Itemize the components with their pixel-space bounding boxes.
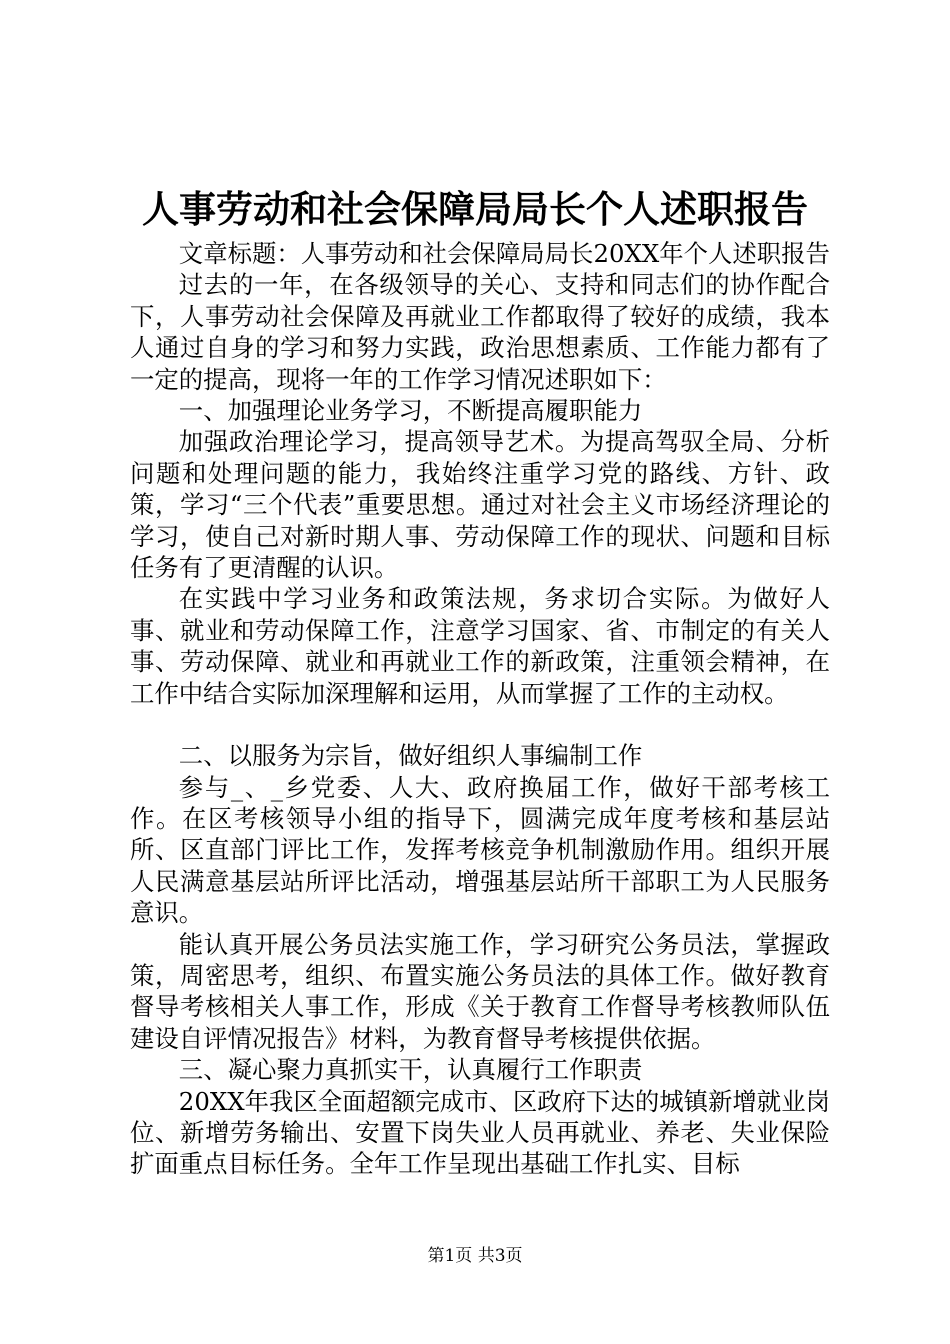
paragraph: 能认真开展公务员法实施工作，学习研究公务员法，掌握政策，周密思考，组织、布置实施公务员法的具体工作。做好教育督导考核相关人事工作，形成《关于教育工作督导考核教师队伍建设自评情况报告》材料，为教育督导考核提供依据。 xyxy=(130,929,830,1053)
paragraph: 参与_、_乡党委、人大、政府换届工作，做好干部考核工作。在区考核领导小组的指导下，圆满完成年度考核和基层站所、区直部门评比工作，发挥考核竞争机制激励作用。组织开展人民满意基层站所评比活动，增强基层站所干部职工为人民服务意识。 xyxy=(130,772,830,928)
section-heading-1: 一、加强理论业务学习，不断提高履职能力 xyxy=(178,396,643,426)
document-body xyxy=(130,238,830,1180)
paragraph-intro: 过去的一年，在各级领导的关心、支持和同志们的协作配合下，人事劳动社会保障及再就业工作都取得了较好的成绩，我本人通过自身的学习和努力实践，政治思想素质、工作能力都有了一定的提高，现将一年的工作学习情况述职如下： xyxy=(130,270,830,394)
paragraph-article-title: 文章标题：人事劳动和社会保障局局长20XX年个人述职报告 xyxy=(178,239,830,268)
paragraph: 20XX年我区全面超额完成市、区政府下达的城镇新增就业岗位、新增劳务输出、安置下岗失业人员再就业、养老、失业保险扩面重点目标任务。全年工作呈现出基础工作扎实、目标 xyxy=(130,1086,830,1179)
section-heading-3: 三、凝心聚力真抓实干，认真履行工作职责 xyxy=(178,1055,643,1085)
paragraph: 在实践中学习业务和政策法规，务求切合实际。为做好人事、就业和劳动保障工作，注意学习国家、省、市制定的有关人事、劳动保障、就业和再就业工作的新政策，注重领会精神，在工作中结合实际加深理解和运用，从而掌握了工作的主动权。 xyxy=(130,584,830,708)
section-heading-2: 二、以服务为宗旨，做好组织人事编制工作 xyxy=(178,741,643,771)
paragraph: 加强政治理论学习，提高领导艺术。为提高驾驭全局、分析问题和处理问题的能力，我始终注重学习党的路线、方针、政策，学习“三个代表”重要思想。通过对社会主义市场经济理论的学习，使自己对新时期人事、劳动保障工作的现状、问题和目标任务有了更清醒的认识。 xyxy=(130,427,830,583)
page-footer: 第1页 共3页 xyxy=(427,1246,523,1266)
document-title: 人事劳动和社会保障局局长个人述职报告 xyxy=(142,187,808,231)
